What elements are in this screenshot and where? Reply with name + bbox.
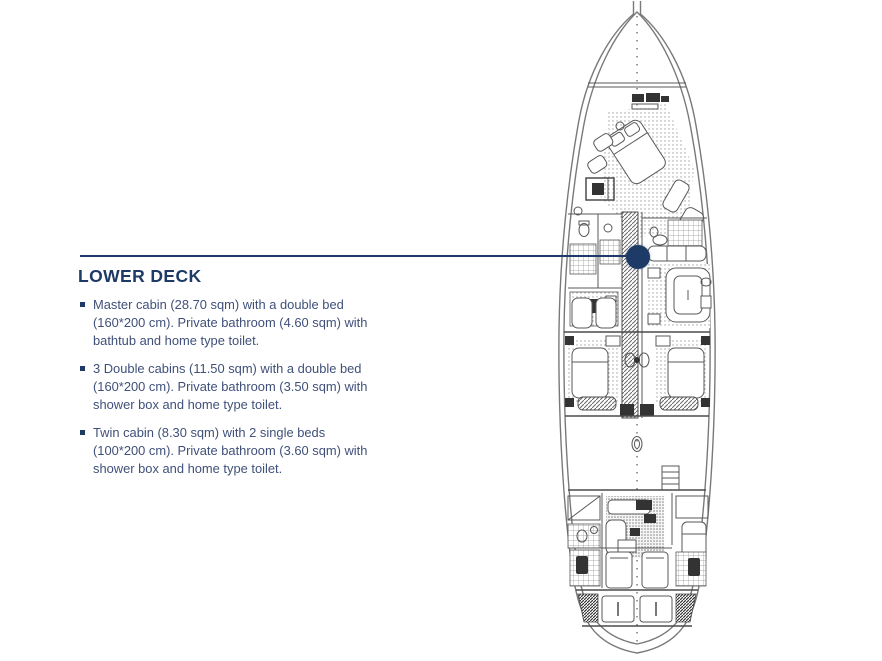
bow-deck-beam xyxy=(588,83,686,87)
list-item-text: 3 Double cabins (11.50 sqm) with a double bed (160*200 cm). Private bathroom (3.50 sqm) with shower box and home type toilet. xyxy=(93,361,368,412)
deck-marker-dot[interactable] xyxy=(626,245,650,269)
list-item-text: Master cabin (28.70 sqm) with a double bed (160*200 cm). Private bathroom (4.60 sqm) with bathtub and home type toilet. xyxy=(93,297,368,348)
lower-deck-plan xyxy=(548,0,728,661)
list-item xyxy=(80,424,378,478)
aft-quarters xyxy=(568,493,708,588)
deck-title: LOWER DECK xyxy=(78,266,202,286)
bullet-icon xyxy=(80,366,85,371)
list-item-text: Twin cabin (8.30 sqm) with 2 single beds (100*200 cm). Private bathroom (3.60 sqm) with shower box and home type toilet. xyxy=(93,425,368,476)
bullet-icon xyxy=(80,302,85,307)
deck-features-list xyxy=(78,296,378,478)
callout-line xyxy=(80,255,638,257)
deck-plan-drawing xyxy=(548,0,728,661)
engine-room xyxy=(568,437,706,491)
deck-description xyxy=(78,266,378,488)
bullet-icon xyxy=(80,430,85,435)
list-item xyxy=(80,296,378,350)
list-item xyxy=(80,360,378,414)
